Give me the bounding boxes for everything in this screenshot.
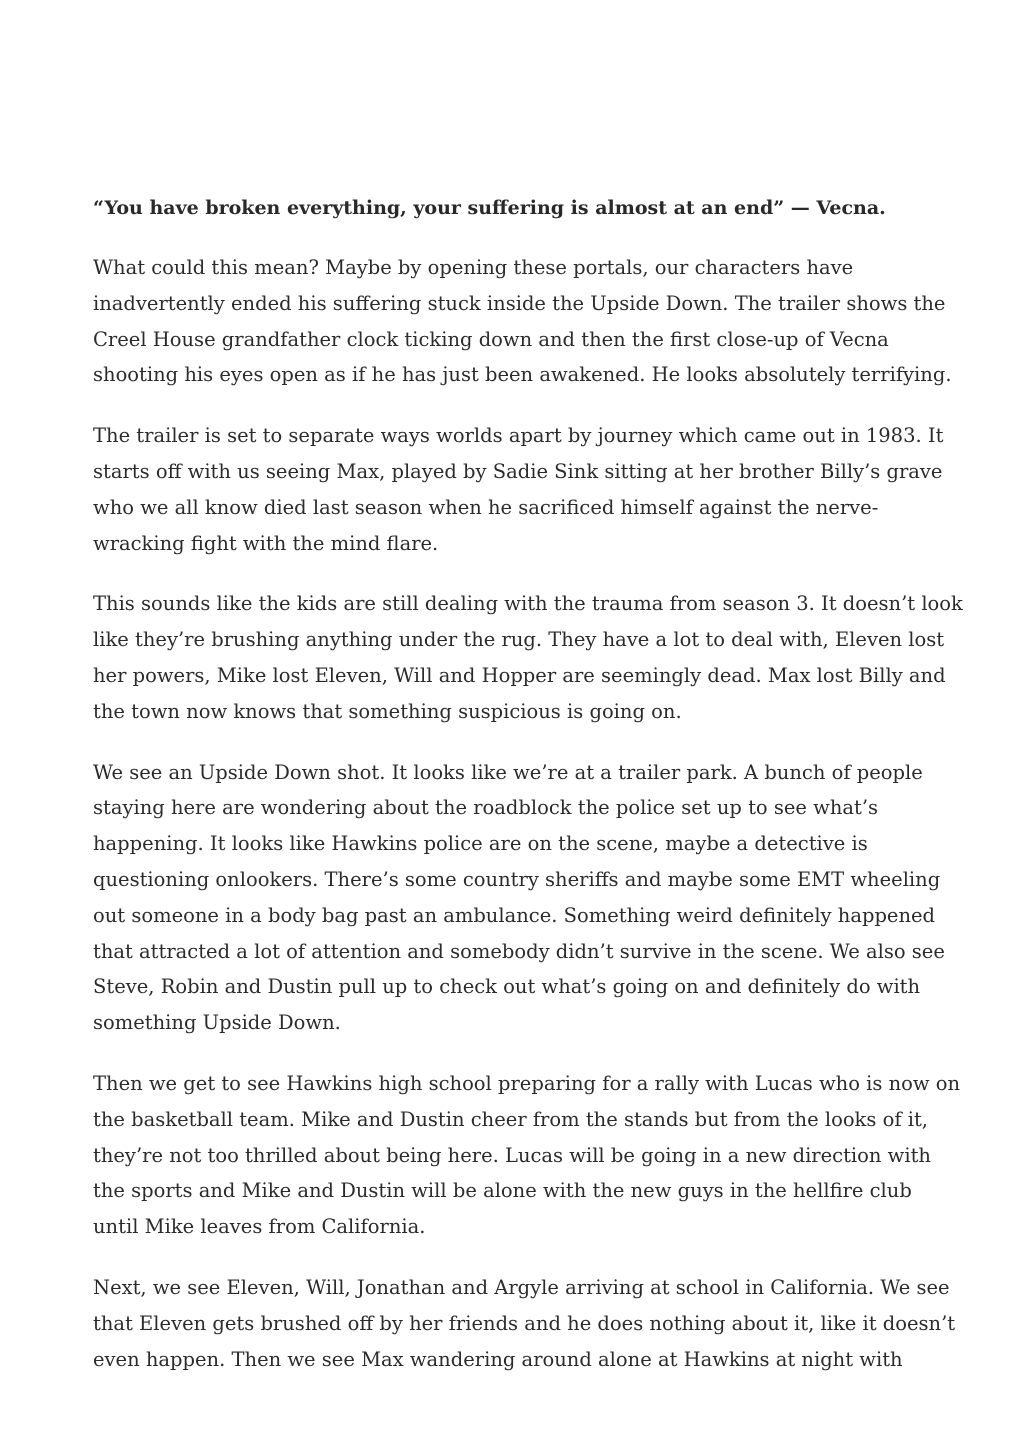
paragraph-high-school-rally: Then we get to see Hawkins high school preparing for a rally with Lucas who is now on the basketball team. Mike and Dustin cheer from the stands but from the looks of it, they’re not too thrilled about being here. Lucas will be going in a new direction with the sports and Mike and Dustin will be alone with the new guys in the hellfire club until Mike leaves from California. bbox=[93, 1071, 961, 1239]
paragraph-trauma: This sounds like the kids are still dealing with the trauma from season 3. It doesn’t look like they’re brushing anything under the rug. They have a lot to deal with, Eleven lost her powers, Mike lost Eleven, Will and Hopper are seemingly dead. Max lost Billy and the town now knows that something suspicious is going on. bbox=[93, 592, 963, 723]
paragraph-vecna-meaning: What could this mean? Maybe by opening these portals, our characters have inadvertently ended his suffering stuck inside the Upside Down. The trailer shows the Creel House grandfather clock ticking down and then the first close-up of Vecna shooting his eyes open as if he has just been awakened. He looks absolutely terrifying. bbox=[93, 256, 952, 387]
article-body bbox=[93, 190, 963, 1402]
vecna-quote: “You have broken everything, your suffering is almost at an end” — Vecna. bbox=[93, 197, 886, 219]
paragraph-trailer-park: We see an Upside Down shot. It looks like we’re at a trailer park. A bunch of people staying here are wondering about the roadblock the police set up to see what’s happening. It looks like Hawkins police are on the scene, maybe a detective is questioning onlookers. There’s some country sheriffs and maybe some EMT wheeling out someone in a body bag past an ambulance. Something weird definitely happened that attracted a lot of attention and somebody didn’t survive in the scene. We also see Steve, Robin and Dustin pull up to check out what’s going on and definitely do with something Upside Down. bbox=[93, 760, 945, 1035]
paragraph-trailer-song: The trailer is set to separate ways worlds apart by journey which came out in 1983. It starts off with us seeing Max, played by Sadie Sink sitting at her brother Billy’s grave who we all know died last season when he sacrificed himself against the nerve-wracking fight with the mind flare. bbox=[93, 424, 944, 555]
paragraph-california-school: Next, we see Eleven, Will, Jonathan and Argyle arriving at school in California. We see that Eleven gets brushed off by her friends and he does nothing about it, like it doesn’t even happen. Then we see Max wandering around alone at Hawkins at night with bbox=[93, 1275, 956, 1371]
